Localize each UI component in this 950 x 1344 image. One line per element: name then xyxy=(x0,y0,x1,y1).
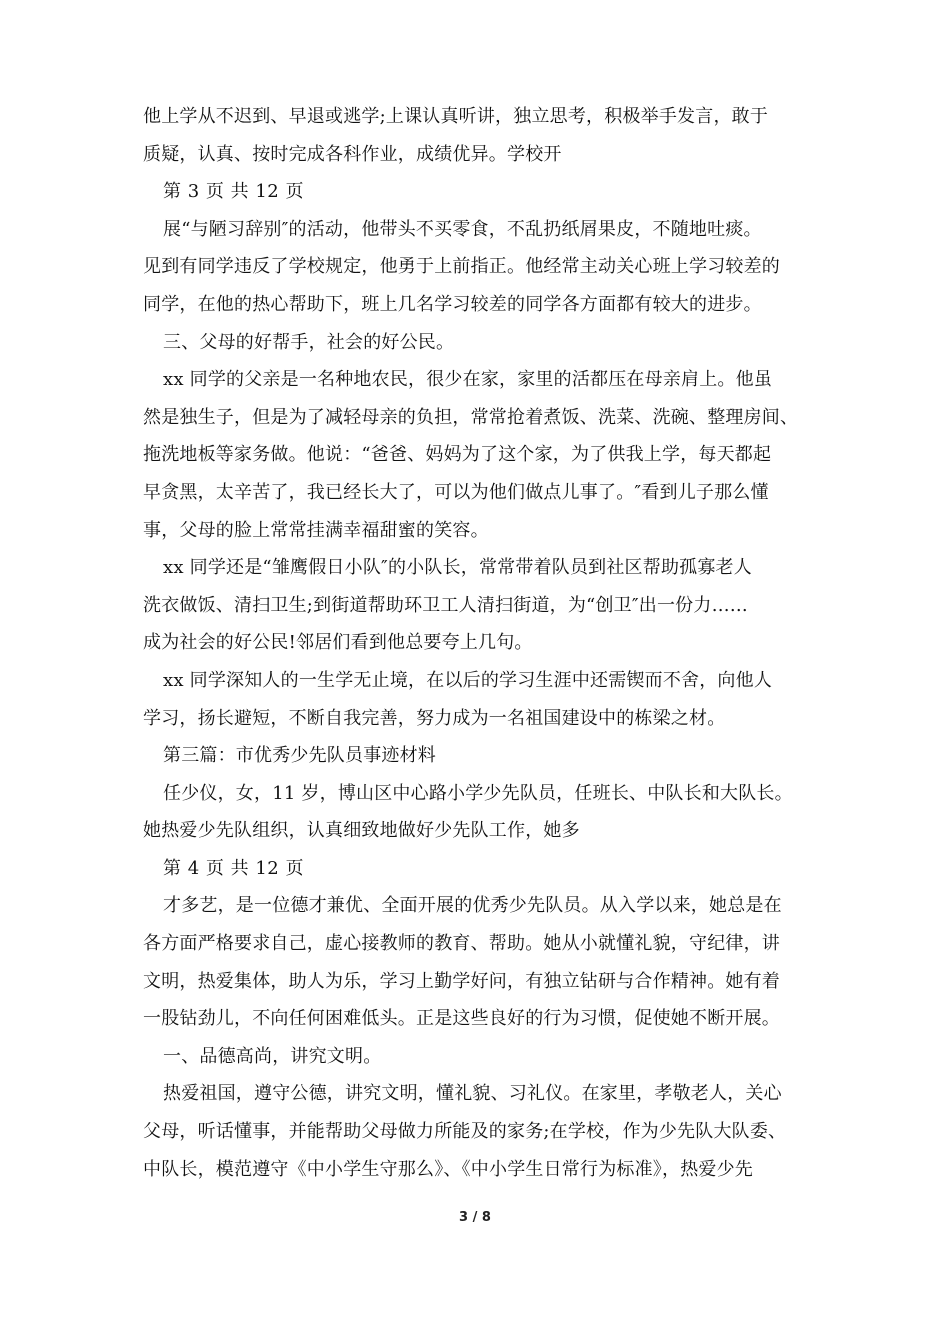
text-line: 任少仪，女，11 岁，博山区中心路小学少先队员，任班长、中队长和大队长。 xyxy=(163,782,793,804)
text-line: 中队长，模范遵守《中小学生守那么》、《中小学生日常行为标准》，热爱少先 xyxy=(143,1158,753,1180)
text-line: 各方面严格要求自己，虚心接教师的教育、帮助。她从小就懂礼貌，守纪律，讲 xyxy=(143,933,780,955)
document-body xyxy=(143,98,819,1188)
text-line: 她热爱少先队组织，认真细致地做好少先队工作，她多 xyxy=(143,820,580,842)
text-line: 他上学从不迟到、早退或逃学;上课认真听讲，独立思考，积极举手发言，敢于 xyxy=(143,106,769,127)
text-line: 展“与陋习辞别″的活动，他带头不买零食，不乱扔纸屑果皮，不随地吐痰。 xyxy=(163,218,762,240)
text-line: 热爱祖国，遵守公德，讲究文明，懂礼貌、习礼仪。在家里，孝敬老人，关心 xyxy=(163,1083,782,1105)
text-line: 拖洗地板等家务做。他说：“爸爸、妈妈为了这个家，为了供我上学，每天都起 xyxy=(143,444,772,466)
text-line: 父母，听话懂事，并能帮助父母做力所能及的家务;在学校，作为少先队大队委、 xyxy=(143,1121,787,1143)
text-line: 一股钻劲儿，不向任何困难低头。正是这些良好的行为习惯，促使她不断开展。 xyxy=(143,1008,780,1030)
text-line: 早贪黑，太辛苦了，我已经长大了，可以为他们做点儿事了。″看到儿子那么懂 xyxy=(143,481,769,503)
text-line: 见到有同学违反了学校规定，他勇于上前指正。他经常主动关心班上学习较差的 xyxy=(143,256,780,278)
text-line: 文明，热爱集体，助人为乐，学习上勤学好问，有独立钻研与合作精神。她有着 xyxy=(143,970,780,992)
text-line: 才多艺，是一位德才兼优、全面开展的优秀少先队员。从入学以来，她总是在 xyxy=(163,895,782,917)
text-line: 成为社会的好公民!邻居们看到他总要夸上几句。 xyxy=(143,632,533,654)
text-line: 一、品德高尚，讲究文明。 xyxy=(163,1045,382,1067)
page-indicator: 3 / 8 xyxy=(459,1210,491,1225)
text-line: 质疑，认真、按时完成各科作业，成绩优异。学校开 xyxy=(143,143,562,165)
text-line: 第三篇：市优秀少先队员事迹材料 xyxy=(163,745,436,767)
text-line: 同学，在他的热心帮助下，班上几名学习较差的同学各方面都有较大的进步。 xyxy=(143,293,762,315)
page-marker-line: 第 3 页 共 12 页 xyxy=(163,181,304,203)
text-line: 然是独生子，但是为了减轻母亲的负担，常常抢着煮饭、洗菜、洗碗、整理房间、 xyxy=(143,406,799,428)
text-line: 学习，扬长避短，不断自我完善，努力成为一名祖国建设中的栋梁之材。 xyxy=(143,707,726,729)
text-line: xx 同学的父亲是一名种地农民，很少在家，家里的活都压在母亲肩上。他虽 xyxy=(163,369,773,391)
page-marker-line: 第 4 页 共 12 页 xyxy=(163,857,304,879)
text-line: xx 同学还是“雏鹰假日小队″的小队长，常常带着队员到社区帮助孤寡老人 xyxy=(163,557,752,579)
text-line: 洗衣做饭、清扫卫生;到街道帮助环卫工人清扫街道，为“创卫″出一份力…… xyxy=(143,594,748,616)
text-line: 事，父母的脸上常常挂满幸福甜蜜的笑容。 xyxy=(143,519,489,541)
text-line: 三、父母的好帮手，社会的好公民。 xyxy=(163,331,455,353)
text-line: xx 同学深知人的一生学无止境，在以后的学习生涯中还需锲而不舍，向他人 xyxy=(163,669,773,691)
